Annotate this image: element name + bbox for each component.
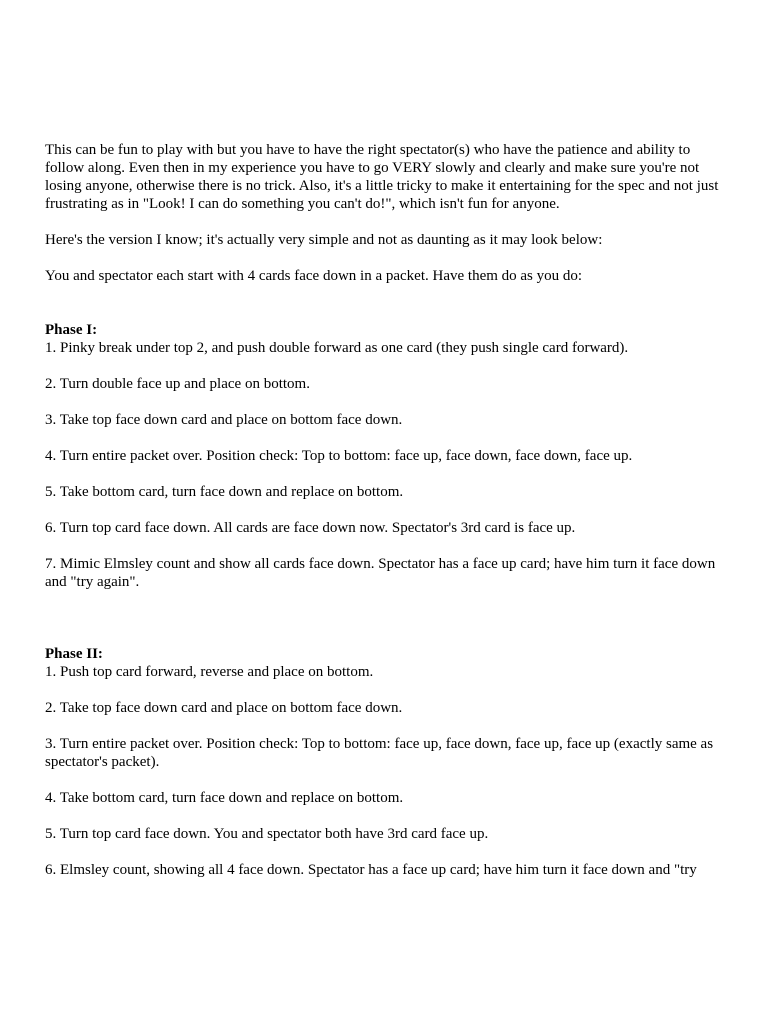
phase-1-step-1: 1. Pinky break under top 2, and push double forward as one card (they push single card forward).: [45, 340, 629, 356]
phase-2-title: Phase II:: [45, 646, 103, 662]
phase-1-step-7: 7. Mimic Elmsley count and show all cards face down. Spectator has a face up card; have him turn it face down and "try again".: [45, 556, 716, 590]
phase-2-step-6: 6. Elmsley count, showing all 4 face down. Spectator has a face up card; have him turn it face down and "try: [45, 862, 697, 878]
phase-2-step-4: 4. Take bottom card, turn face down and replace on bottom.: [45, 790, 404, 806]
phase-1-title: Phase I:: [45, 322, 98, 338]
phase-2-step-5: 5. Turn top card face down. You and spectator both have 3rd card face up.: [45, 826, 489, 842]
document-body: [45, 141, 725, 897]
phase-2-section: [45, 645, 725, 879]
phase-1-step-5: 5. Take bottom card, turn face down and replace on bottom.: [45, 484, 404, 500]
phase-2-step-3: 3. Turn entire packet over. Position check: Top to bottom: face up, face down, face up, face up (exactly same as spectator's packet).: [45, 736, 714, 770]
phase-1-step-4: 4. Turn entire packet over. Position check: Top to bottom: face up, face down, face down, face up.: [45, 448, 633, 464]
phase-2-step-2: 2. Take top face down card and place on bottom face down.: [45, 700, 403, 716]
intro-paragraph-3: You and spectator each start with 4 cards face down in a packet. Have them do as you do:: [45, 268, 583, 284]
intro-paragraph-2: Here's the version I know; it's actually very simple and not as daunting as it may look below:: [45, 232, 603, 248]
phase-1-step-3: 3. Take top face down card and place on bottom face down.: [45, 412, 403, 428]
phase-1-step-2: 2. Turn double face up and place on bottom.: [45, 376, 310, 392]
phase-1-step-6: 6. Turn top card face down. All cards are face down now. Spectator's 3rd card is face up.: [45, 520, 576, 536]
phase-1-section: [45, 321, 725, 591]
intro-paragraph-1: This can be fun to play with but you have to have the right spectator(s) who have the patience and ability to follow along. Even then in my experience you have to go VERY slowly and clearly and make sure you're not losing anyone, otherwise there is no trick. Also, it's a little tricky to make it entertaining for the spec and not just frustrating as in "Look! I can do something you can't do!", which isn't fun for anyone.: [45, 142, 719, 212]
phase-2-step-1: 1. Push top card forward, reverse and place on bottom.: [45, 664, 374, 680]
